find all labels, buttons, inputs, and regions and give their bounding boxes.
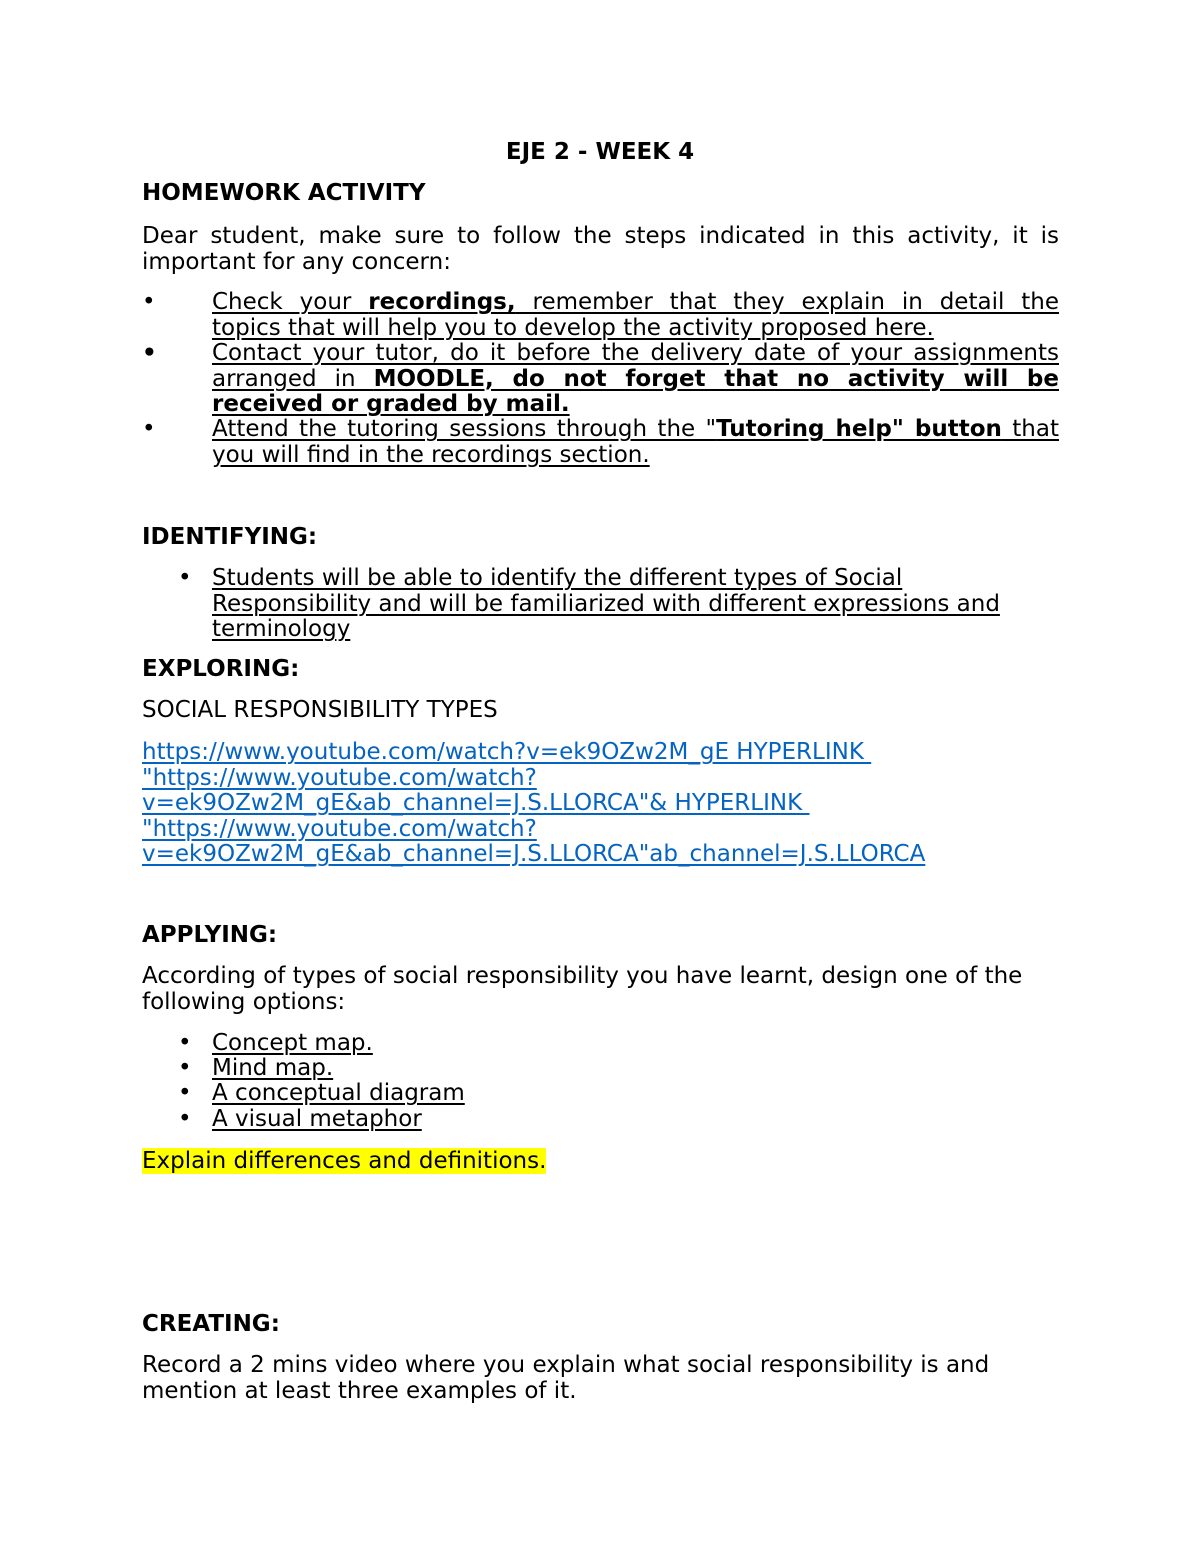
- intro-line-2: important for any concern:: [142, 248, 451, 275]
- option-label: Concept map.: [212, 1030, 373, 1056]
- applying-line-2: following options:: [142, 988, 346, 1015]
- option-label: A conceptual diagram: [212, 1080, 465, 1106]
- bullet-icon: •: [178, 1106, 192, 1132]
- step-recordings: [212, 290, 1059, 341]
- video-link-line[interactable]: https://www.youtube.com/watch?v=ek9OZw2M_gE HYPERLINK: [142, 739, 872, 765]
- identifying-line: Responsibility and will be familiarized with different expressions and: [212, 590, 1000, 617]
- applying-heading: APPLYING:: [142, 922, 278, 948]
- option-label: Mind map.: [212, 1055, 334, 1081]
- bullet-icon: •: [178, 1080, 192, 1106]
- page-title: EJE 2 - WEEK 4: [505, 139, 695, 165]
- intro-paragraph: [142, 224, 1059, 275]
- step-bold-text: MOODLE, do not forget that no activity will be: [373, 365, 1059, 392]
- highlight-instruction: [142, 1149, 1059, 1175]
- video-link-line[interactable]: "https://www.youtube.com/watch?: [142, 815, 537, 842]
- video-link[interactable]: [142, 740, 1059, 868]
- step-bold-text: Tutoring help" button: [716, 416, 1002, 442]
- step-recordings-line-1: [212, 290, 1059, 316]
- bullet-icon: •: [142, 289, 156, 315]
- step-text: remember that they explain in detail the: [515, 289, 1059, 315]
- identifying-objective: [212, 566, 1059, 643]
- option-concept-map: [212, 1031, 1059, 1057]
- step-contact-line-2: [212, 367, 1059, 393]
- identifying-heading: IDENTIFYING:: [142, 524, 318, 550]
- bullet-icon: •: [142, 340, 157, 366]
- highlighted-text: Explain differences and definitions.: [142, 1148, 547, 1174]
- step-contact-tutor: [212, 341, 1059, 418]
- option-visual-metaphor: [212, 1107, 1059, 1133]
- applying-instructions: [142, 964, 1059, 1015]
- step-recordings-line-2: topics that will help you to develop the activity proposed here.: [212, 314, 934, 341]
- step-tutoring-line-1: [212, 417, 1059, 443]
- step-tutoring-line-2: you will find in the recordings section.: [212, 441, 650, 468]
- homework-heading: HOMEWORK ACTIVITY: [142, 180, 426, 206]
- bullet-icon: •: [178, 1055, 192, 1081]
- identifying-line: Students will be able to identify the different types of Social: [212, 565, 903, 591]
- intro-line-1: Dear student, make sure to follow the steps indicated in this activity, it is: [142, 223, 1059, 249]
- applying-line-1: According of types of social responsibility you have learnt, design one of the: [142, 963, 1023, 989]
- step-text: Attend the tutoring sessions through the ": [212, 416, 717, 442]
- creating-line-2: mention at least three examples of it.: [142, 1377, 577, 1404]
- creating-heading: CREATING:: [142, 1311, 280, 1337]
- step-text: arranged in: [212, 365, 374, 392]
- exploring-heading: EXPLORING:: [142, 656, 300, 682]
- option-label: A visual metaphor: [212, 1106, 422, 1132]
- step-text: Check your: [212, 289, 369, 315]
- identifying-line: terminology: [212, 616, 351, 642]
- option-mind-map: [212, 1056, 1059, 1082]
- step-contact-line-1: Contact your tutor, do it before the delivery date of your assignments: [212, 340, 1059, 366]
- bullet-icon: •: [178, 565, 192, 591]
- video-link-line[interactable]: v=ek9OZw2M_gE&ab_channel=J.S.LLORCA"& HYPERLINK: [142, 790, 810, 816]
- step-text: that: [1001, 416, 1059, 442]
- exploring-subheading: SOCIAL RESPONSIBILITY TYPES: [142, 697, 498, 723]
- step-bold-text: recordings,: [368, 289, 516, 315]
- bullet-icon: •: [178, 1030, 192, 1056]
- step-tutoring: [212, 417, 1059, 468]
- bullet-icon: •: [142, 416, 156, 442]
- step-contact-line-3: received or graded by mail.: [212, 391, 570, 417]
- option-conceptual-diagram: [212, 1081, 1059, 1107]
- video-link-line[interactable]: "https://www.youtube.com/watch?: [142, 764, 537, 791]
- creating-instructions: [142, 1353, 1059, 1404]
- creating-line-1: Record a 2 mins video where you explain what social responsibility is and: [142, 1352, 990, 1378]
- video-link-line[interactable]: v=ek9OZw2M_gE&ab_channel=J.S.LLORCA"ab_channel=J.S.LLORCA: [142, 841, 926, 867]
